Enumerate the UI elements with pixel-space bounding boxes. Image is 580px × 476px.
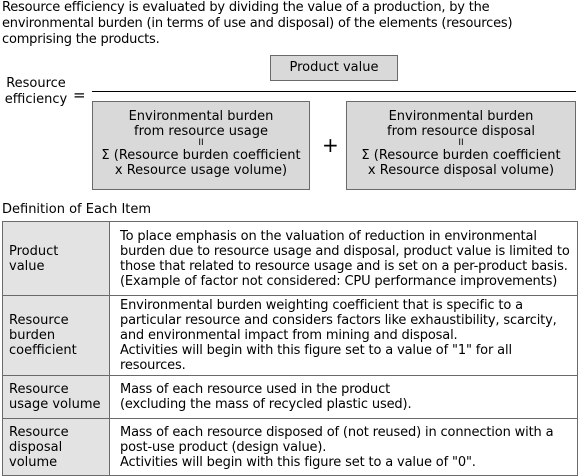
numerator-box: Product value <box>270 55 398 81</box>
description-line: burden due to resource usage and disposal, product value is limited to <box>120 243 570 259</box>
term-line: value <box>9 258 45 274</box>
term-line: Resource <box>9 382 69 397</box>
definitions-table <box>2 221 578 476</box>
usage-burden-equivalence: II <box>198 138 204 148</box>
description-line: (Example of factor not considered: CPU performance improvements) <box>120 273 558 289</box>
formula-label-line1: Resource <box>6 76 66 91</box>
usage-burden-line4: x Resource usage volume) <box>114 163 288 178</box>
table-row-resource-burden-coefficient <box>3 296 578 376</box>
description-line: Activities will begin with this figure set to a value of "1" for all resources. <box>120 343 512 373</box>
term-cell <box>3 376 110 419</box>
disposal-burden-line3: Σ (Resource burden coefficient <box>361 148 561 163</box>
fraction-line <box>92 91 576 92</box>
term-line: disposal <box>9 439 63 455</box>
disposal-burden-box <box>346 101 576 190</box>
usage-burden-line1: Environmental burden <box>128 109 274 124</box>
intro-text: Resource efficiency is evaluated by dividing the value of a production, by the environmental burden (in terms of use and disposal) of the elements (resources) comprising the products. <box>2 0 513 47</box>
description-cell <box>110 419 578 476</box>
description-cell <box>110 222 578 296</box>
description-cell <box>110 296 578 376</box>
description-line: and environmental impact from mining and disposal. <box>120 328 458 343</box>
term-line: Resource <box>9 424 69 440</box>
equals-sign: = <box>73 86 86 104</box>
term-line: usage volume <box>9 397 101 412</box>
usage-burden-box <box>92 101 310 190</box>
table-row-resource-disposal-volume <box>3 419 578 476</box>
term-cell <box>3 222 110 296</box>
description-line: post-use product (design value). <box>120 439 327 455</box>
formula-label-line2: efficiency <box>4 92 68 107</box>
description-cell <box>110 376 578 419</box>
disposal-burden-line4: x Resource disposal volume) <box>367 163 555 178</box>
disposal-burden-equivalence: II <box>458 138 464 148</box>
table-row-resource-usage-volume <box>3 376 578 419</box>
description-line: Environmental burden weighting coefficient that is specific to a <box>120 298 523 313</box>
description-line: Mass of each resource used in the product <box>120 382 391 397</box>
description-line: Mass of each resource disposed of (not reused) in connection with a <box>120 424 554 440</box>
term-cell <box>3 296 110 376</box>
description-line: particular resource and considers factors like exhaustibility, scarcity, <box>120 313 557 328</box>
term-line: Resource <box>9 313 69 328</box>
term-line: volume <box>9 454 58 470</box>
description-line: (excluding the mass of recycled plastic used). <box>120 397 412 412</box>
usage-burden-line3: Σ (Resource burden coefficient <box>101 148 301 163</box>
term-line: Product <box>9 243 59 259</box>
plus-sign: + <box>322 133 339 157</box>
description-line: Activities will begin with this figure set to a value of "0". <box>120 454 476 470</box>
formula-label <box>4 76 68 108</box>
term-line: coefficient <box>9 343 77 358</box>
disposal-burden-line2: from resource disposal <box>387 124 535 139</box>
table-row-product-value <box>3 222 578 296</box>
description-line: To place emphasis on the valuation of reduction in environmental <box>120 228 537 244</box>
description-line: those that related to resource usage and is set on a per-product basis. <box>120 258 568 274</box>
disposal-burden-line1: Environmental burden <box>388 109 534 124</box>
usage-burden-line2: from resource usage <box>134 124 268 139</box>
definitions-title: Definition of Each Item <box>2 202 152 217</box>
term-line: burden <box>9 328 56 343</box>
term-cell <box>3 419 110 476</box>
